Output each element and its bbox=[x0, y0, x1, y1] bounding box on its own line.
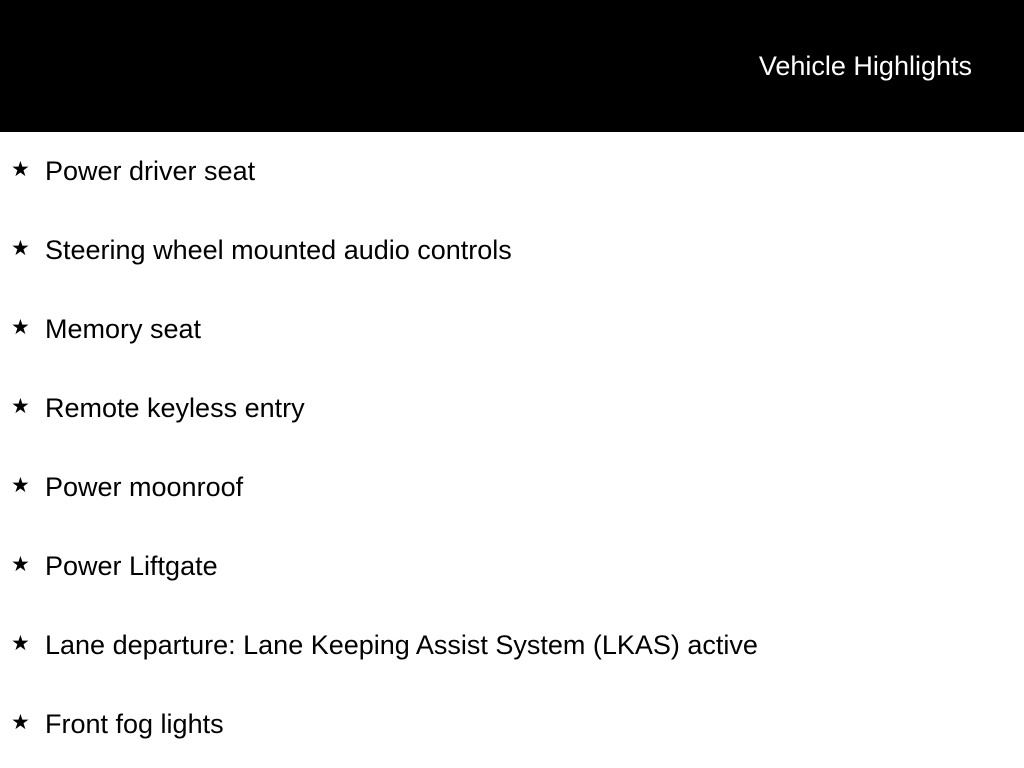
list-item-label: Power driver seat bbox=[45, 156, 256, 186]
highlights-list bbox=[0, 132, 1024, 764]
list-item-label: Front fog lights bbox=[45, 709, 224, 739]
list-item bbox=[0, 211, 1024, 290]
star-icon: ★ bbox=[11, 631, 30, 655]
header-bar bbox=[0, 0, 1024, 132]
list-item-label: Power Liftgate bbox=[45, 551, 218, 581]
list-item bbox=[0, 448, 1024, 527]
list-item-label: Memory seat bbox=[45, 314, 202, 344]
list-item bbox=[0, 527, 1024, 606]
star-icon: ★ bbox=[11, 394, 30, 418]
list-item bbox=[0, 369, 1024, 448]
list-item bbox=[0, 685, 1024, 764]
star-icon: ★ bbox=[11, 552, 30, 576]
star-icon: ★ bbox=[11, 157, 30, 181]
list-item bbox=[0, 132, 1024, 211]
list-item-label: Steering wheel mounted audio controls bbox=[45, 235, 512, 265]
page-title: Vehicle Highlights bbox=[758, 51, 972, 81]
star-icon: ★ bbox=[11, 473, 30, 497]
list-item-label: Remote keyless entry bbox=[45, 393, 305, 423]
star-icon: ★ bbox=[11, 236, 30, 260]
star-icon: ★ bbox=[11, 315, 30, 339]
list-item-label: Power moonroof bbox=[45, 472, 244, 502]
star-icon: ★ bbox=[11, 710, 30, 734]
list-item bbox=[0, 606, 1024, 685]
list-item-label: Lane departure: Lane Keeping Assist System (LKAS) active bbox=[45, 630, 758, 660]
list-item bbox=[0, 290, 1024, 369]
